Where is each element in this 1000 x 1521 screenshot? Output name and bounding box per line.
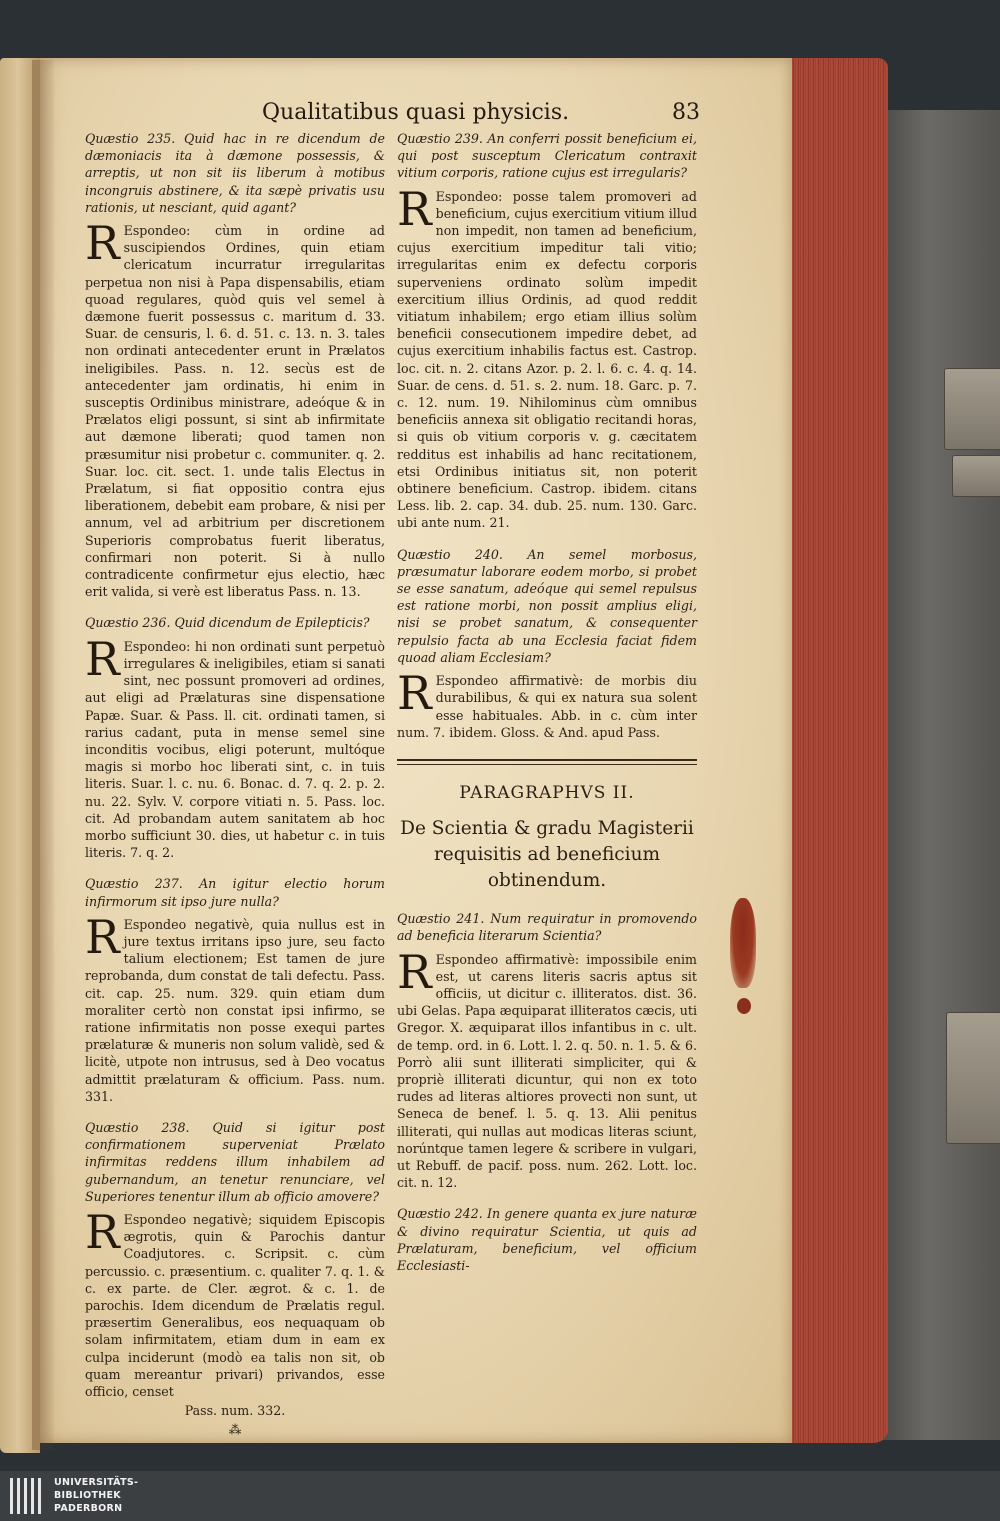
drop-cap: R <box>85 631 120 686</box>
response-body: Espondeo negativè, quia nullus est in jure textus irritans ipso jure, seu facto talium electionem; Est tamen de jure reprobanda, dum constat de tali defectu. Pass. cit. cap. 25. num. 329. quin etiam dum moraliter certò non constat ipsi infirmo, se ratione infirmitatis non posse exequi partes prælaturæ & muneris non solum validè, sed & licitè, utpote non intrusus, sed à Deo vocatus admittit prælaturam & officium. Pass. num. 331. <box>85 916 385 1104</box>
question-block-235 <box>85 130 385 600</box>
drop-cap: R <box>397 944 432 999</box>
drop-cap: R <box>85 1204 120 1259</box>
ink-drop <box>737 998 751 1014</box>
question-block-240 <box>397 546 697 741</box>
question-block-236 <box>85 614 385 861</box>
response-text <box>397 181 697 532</box>
response-body: Espondeo negativè; siquidem Episcopis ægrotis, quin & Parochis dantur Coadjutores. c. Scripsit. c. cùm percussio. c. præsentium. c. qualiter 7. q. 1. & c. ex parte. de Cler. ægrot. & c. 1. de parochis. Idem dicendum de Prælatis regul. præsertim Generalibus, eos nequaquam ob solam infirmitatem, etiam dum in eam ex culpa inciderunt (modò ea talis non sit, ob quam mereantur privari) privandos, esse officio, censet <box>85 1211 385 1400</box>
question-heading: Quæstio 237. An igitur electio horum infirmorum sit ipso jure nulla? <box>85 876 385 909</box>
library-logo-icon <box>8 1478 46 1514</box>
page-number: 83 <box>672 100 700 125</box>
response-body: Espondeo affirmativè: de morbis diu durabilibus, & qui ex natura sua solent esse habituales. Abb. in c. cùm inter num. 7. ibidem. Gloss. & And. apud Pass. <box>397 673 697 740</box>
drop-cap: R <box>397 181 432 236</box>
paragraph-subtitle: De Scientia & gradu Magisterii requisitis ad beneficium obtinendum. <box>400 818 694 892</box>
question-block-242 <box>397 1205 697 1274</box>
page-edges <box>780 58 888 1443</box>
ink-stain <box>730 898 756 988</box>
response-body: Espondeo affirmativè: impossibile enim est, ut carens literis sacris aptus sit officiis, ut dicitur c. illiteratos. dist. 36. ubi Gelas. Papa æquiparat illiteratos cæcis, uti Gregor. X. æquiparat illos infantibus in c. ult. de temp. ord. in 6. Lott. l. 2. q. 50. n. 1. 5. & 6. Porrò alii sunt illiterati simpliciter, qui & propriè illiterati dicuntur, qui non ex toto rudes ad literas altiores provecti non sunt, ut Seneca de benef. l. 5. q. 13. Alii penitus illiterati, qui nullas aut modicas literas sciunt, norúntque tamen legere & scribere in vulgari, ut Rebuff. de pacif. poss. num. 262. Lott. loc. cit. n. 12. <box>397 951 697 1191</box>
paragraph-title: PARAGRAPHVS II. <box>459 782 635 803</box>
question-heading: Quæstio 242. In genere quanta ex jure naturæ & divino requiratur Scientia, ut quis ad Prælaturam, beneficium, vel officium Ecclesiasti- <box>397 1206 697 1273</box>
ornament: ⁂ <box>228 1422 242 1438</box>
metal-clasp-hinge <box>952 455 1000 497</box>
question-heading: Quæstio 235. Quid hac in re dicendum de dæmoniacis ita à dæmone possessis, & arreptis, ut non sit iis liberum à motibus incongruis abstinere, & ita sæpè privatis usu rationis, ut nesciant, quid agant? <box>85 131 385 215</box>
book-cover <box>880 110 1000 1440</box>
library-name <box>54 1476 138 1515</box>
metal-clasp-lower <box>946 1012 1000 1144</box>
metal-clasp-upper <box>944 368 1000 450</box>
response-body: Espondeo: cùm in ordine ad suscipiendos Ordines, quin etiam clericatum incurratur irregularitas perpetua non nisi à Papa dispensabilis, etiam quoad regulares, quòd quis vel semel à dæmone fuerit possessus c. maritum d. 33. Suar. de censuris, l. 6. d. 51. c. 13. n. 3. tales non ordinati antecedenter erunt in Prælatos ineligibiles. Pass. n. 12. secùs est de antecedenter jam ordinatis, hi enim in susceptis Ordinibus ministrare, adeóque & in Prælatos eligi possunt, si sint ab infirmitate aut dæmone liberati; quod tamen non præsumitur nisi probetur c. communiter. q. 2. Suar. loc. cit. sect. 1. unde talis Electus in Prælatum, si fiat oppositio contra ejus liberationem, debebit eam probare, & nisi per annum, vel ad arbitrium per discretionem Superioris comprobatus fuerit liberatus, confirmari non poterit. Si à nullo contradicente confirmetur ejus electio, hæc erit valida, si verè est liberatus Pass. n. 13. <box>85 223 385 600</box>
question-block-239 <box>397 130 697 532</box>
question-heading: Quæstio 241. Num requiratur in promovendo ad beneficia literarum Scientia? <box>397 911 697 944</box>
section-divider <box>397 759 697 765</box>
response-text <box>85 909 385 1105</box>
gutter-shadow <box>32 60 54 1450</box>
question-block-238 <box>85 1119 385 1439</box>
response-body: Espondeo: hi non ordinati sunt perpetuò irregulares & ineligibiles, etiam si sanati sint, nec possunt promoveri ad ordines, aut eligi ad Prælaturas sine dispensatione Papæ. Suar. & Pass. ll. cit. ordinati tamen, si rarius cadant, puta in mense semel sine inconditis vocibus, eligi poterunt, multóque magis si morbo hoc liberati sint, c. in tuis literis. Suar. l. c. nu. 6. Bonac. d. 7. q. 2. p. 2. nu. 22. Sylv. V. corpore vitiati n. 5. Pass. loc. cit. Ad probandam autem sanitatem ab hoc morbo sufficiunt 30. dies, ut habetur c. in tuis literis. 7. q. 2. <box>85 638 385 861</box>
question-block-237 <box>85 875 385 1105</box>
response-text <box>397 666 697 741</box>
question-heading: Quæstio 236. Quid dicendum de Epilepticis? <box>85 615 370 631</box>
drop-cap: R <box>85 909 120 964</box>
drop-cap: R <box>85 216 120 271</box>
question-heading: Quæstio 240. An semel morbosus, præsumatur laborare eodem morbo, si probet se esse sanatum, adeóque qui semel repulsus est ratione morbi, non possit amplius eligi, nisi se probet sanatum, & consequenter repulsio facta ab una Ecclesia faciat fidem quoad aliam Ecclesiam? <box>397 546 697 665</box>
response-text <box>85 1204 385 1400</box>
library-footer <box>0 1471 1000 1521</box>
drop-cap: R <box>397 666 432 721</box>
right-column <box>397 130 697 1280</box>
question-heading: Quæstio 238. Quid si igitur post confirmationem superveniat Prælato infirmitas reddens illum inhabilem ad gubernandum, an tenetur renunciare, vel Superiores tenentur illum ab officio amovere? <box>85 1119 385 1204</box>
citation-signature: Pass. num. 332. <box>184 1403 286 1419</box>
library-name-line2: BIBLIOTHEK <box>54 1490 121 1501</box>
response-body: Espondeo: posse talem promoveri ad beneficium, cujus exercitium vitium illud non impedit, non tamen ad beneficium, cujus exercitium impeditur tali vitio; irregularitas enim ex defectu corporis superveniens ordinato solùm impedit exercitium illius Ordinis, ad quod reddit vitiatum inhabilem; ergo etiam illius solùm beneficii consecutionem impedire debet, ad cujus exercitium inhabilis factus est. Castrop. loc. cit. n. 2. citans Azor. p. 2. l. 6. c. 4. q. 14. Suar. de cens. d. 51. s. 2. num. 18. Garc. p. 7. c. 12. num. 19. Nihilominus cùm omnibus beneficiis annexa sit obligatio recitandi horas, si quis ob vitium corporis v. g. cæcitatem redditus est inhabilis ad hanc recitationem, etsi Ordinibus initiatus sit, non poterit obtinere beneficium. Castrop. ibidem. citans Less. lib. 2. cap. 34. dub. 25. num. 130. Garc. ubi ante num. 21. <box>397 188 697 531</box>
response-text <box>397 944 697 1192</box>
response-text <box>85 216 385 600</box>
left-column <box>85 130 385 1439</box>
running-head: Qualitatibus quasi physicis. <box>262 100 570 125</box>
library-name-line3: PADERBORN <box>54 1503 123 1514</box>
question-block-241 <box>397 910 697 1191</box>
library-name-line1: UNIVERSITÄTS- <box>54 1477 139 1488</box>
question-heading: Quæstio 239. An conferri possit beneficium ei, qui post susceptum Clericatum contraxit vitium corporis, ratione cujus est irregularis? <box>397 131 697 181</box>
response-text <box>85 631 385 862</box>
